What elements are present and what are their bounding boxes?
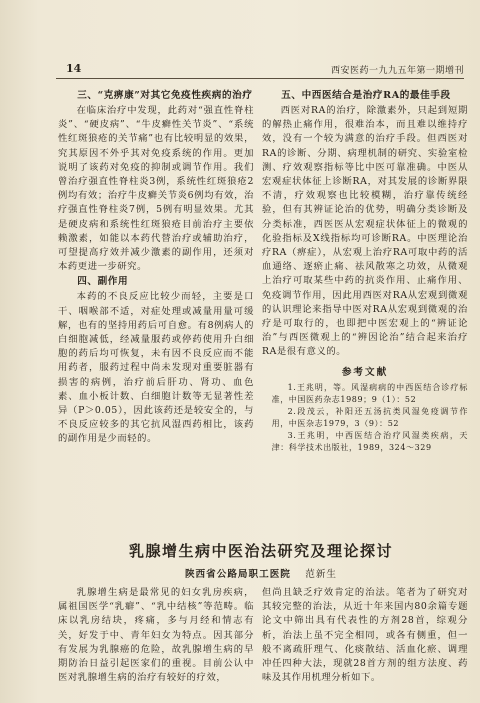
section3-paragraph: 在临床治疗中发现，此药对“强直性脊柱炎”、“硬皮病”、“牛皮癣性关节炎”、“系统性红斑狼疮的关节痛”也有比较明显的效果，究其原因不外乎其对免疫系统的作用。更加说明了该药对免疫的抑制或调节作用。我们曾治疗强直性脊柱炎3例，系统性红斑狼疮2例均有效；治疗牛皮癣关节炎6例均有效，治疗强直性脊柱炎7例，5例有明显效果。尤其是硬皮病和系统性红斑狼疮目前治疗主要依赖激素，如能以本药代替治疗或辅助治疗，可望提高疗效并减少激素的副作用，还须对本药更进一步研究。 (58, 105, 254, 273)
section4-paragraph: 本药的不良反应比较少而轻，主要是口干、咽喉部不适，对症处理或减量用量可缓解，也有的坚持用药后可自愈。有8例病人的白细胞减低，经减量服药或停药使用升白细胞的药后均可恢复，未有因不良反应而不能用药者，服药过程中尚未发现对重要脏器有损害的病例，治疗前后肝功、肾功、血色素、血小板计数、白细胞计数等无显著性差异（P＞0.05），因此该药还是较安全的，与不良反应较多的其它抗风湿西药相比，该药的副作用是少而轻的。 (58, 291, 254, 445)
reference-item: 2.段茂云，补阳还五汤抗类风湿免疫调节作用，中医杂志1979，3（9）：52 (271, 406, 468, 428)
left-column (58, 88, 254, 447)
article-title: 乳腺增生病中医治法研究及理论探讨 (128, 542, 393, 560)
right-column (262, 88, 468, 454)
page-header (56, 60, 464, 79)
author-affiliation: 陕西省公路局职工医院 (184, 569, 291, 580)
section4-heading: 四、副作用 (77, 276, 129, 288)
article-continuation-paragraph: 但尚且缺乏疗效肯定的治法。笔者为了研究对其较完整的治法，从近十年来国内80余篇专题论文中筛出具有代表性的方剂28首，综观分析，治法上虽不完全相同，或各有侧重，但一般不离疏肝理气、化痰散结、活血化瘀、调理冲任四种大法，现就28首方剂的组方法度、药味及其作用机理分析如下。 (262, 587, 468, 684)
page-number: 14 (66, 62, 82, 75)
section5-paragraph: 西医对RA的治疗，除激素外，只起到短期的解热止痛作用，很难治本，而且难以维持疗效，没有一个较为满意的治疗手段。但西医对RA的诊断、分期、病理机制的研究、实验室检测、疗效观察指标等比中医可靠准确。中医从宏观症状体征上诊断RA，对其发展的诊断界限不清，疗效观察也比较模糊，治疗靠传统经验，但有其辨证论治的优势，明确分类诊断及分类标准，西医医从宏观症状体征上的微观的化验指标及X线指标均可诊断RA。中医理论治疗RA（痹症），从宏观上治疗RA可取中药的活血通络、逐瘀止痛、祛风散寒之功效，从微观上治疗可取某些中药的抗炎作用、止痛作用、免疫调节作用，因此用西医对RA从宏观到微观的认识理论来指导中医对RA从宏观到微观的治疗是可取行的，也即把中医宏观上的“辨证论治”与西医微观上的“辨因论治”结合起来治疗RA是很有意义的。 (262, 105, 468, 358)
section3-heading: 三、“克痹康”对其它免疫性疾病的治疗 (77, 90, 253, 101)
journal-title: 西安医药一九九五年第一期增刊 (330, 66, 464, 76)
article-byline (56, 566, 466, 580)
article-right-column (262, 586, 468, 685)
reference-item: 1.王兆明，等。风湿病病的中西医结合诊疗标准，中国医药杂志1989；9（1）：52 (271, 382, 468, 404)
article-intro-paragraph: 乳腺增生病是最常见的妇女乳房疾病，属祖国医学“乳癖”、“乳中结核”等范畴。临床以乳房结块，疼痛，多与月经和情志有关，好发于中、青年妇女为特点。因其部分有发展为乳腺癌的危险，故乳腺增生病的早期防治日益引起医家们的重视。目前公认中医对乳腺增生病的治疗有较好的疗效， (58, 587, 254, 684)
section5-heading: 五、中西医结合是治疗RA的最佳手段 (281, 90, 451, 101)
article-left-column (58, 586, 254, 685)
references-heading: 参考文献 (341, 366, 389, 378)
reference-item: 3.王兆明，中西医结合治疗风湿类疾病，天津：科学技术出版社，1989，324～329 (271, 430, 468, 452)
author-name: 范新生 (305, 569, 338, 580)
